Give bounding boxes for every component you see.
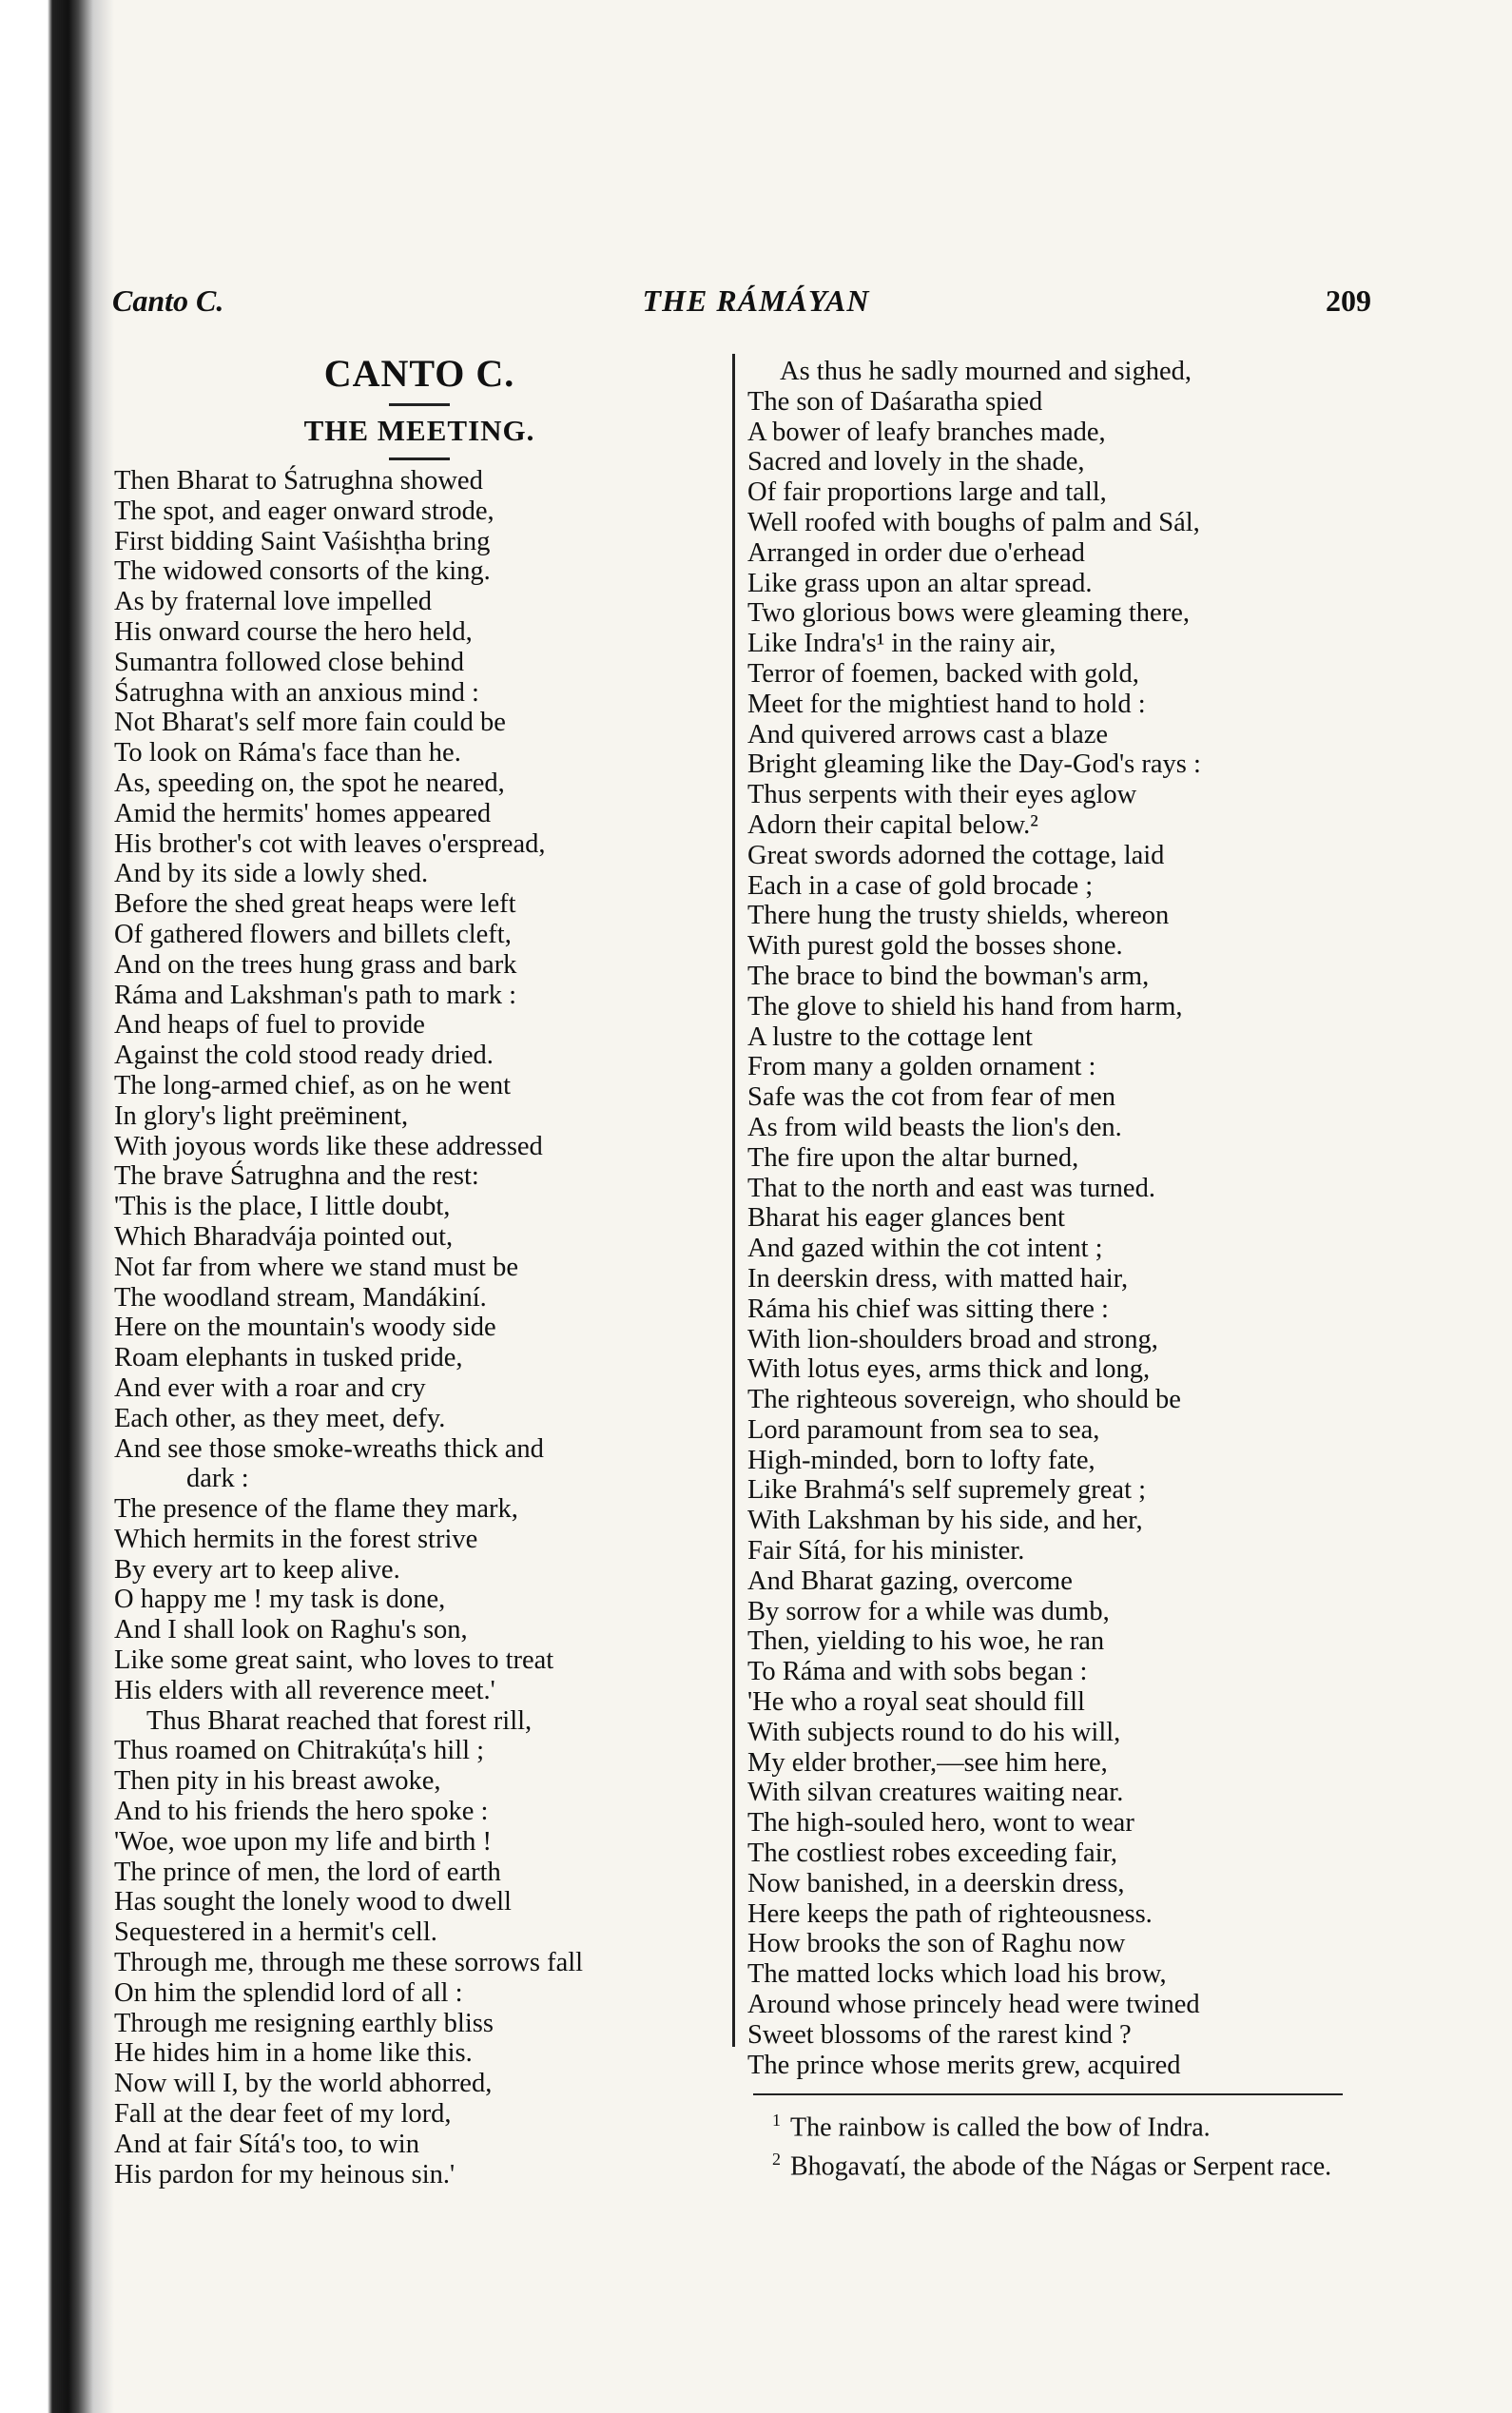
verse-line: As, speeding on, the spot he neared, xyxy=(114,768,505,798)
verse-line: To look on Ráma's face than he. xyxy=(114,738,461,769)
verse-line: 'He who a royal seat should fill xyxy=(747,1687,1085,1718)
verse-line: Bharat his eager glances bent xyxy=(747,1203,1065,1234)
verse-line: Well roofed with boughs of palm and Sál, xyxy=(747,507,1200,537)
verse-line: Like Brahmá's self supremely great ; xyxy=(747,1475,1147,1506)
verse-line: And to his friends the hero spoke : xyxy=(114,1797,489,1827)
verse-line: Sacred and lovely in the shade, xyxy=(747,447,1085,477)
verse-line: With purest gold the bosses shone. xyxy=(747,931,1123,962)
verse-line: With Lakshman by his side, and her, xyxy=(747,1506,1143,1536)
verse-line: His elders with all reverence meet.' xyxy=(114,1675,495,1705)
verse-line: The glove to shield his hand from harm, xyxy=(747,991,1183,1022)
verse-line: Ráma his chief was sitting there : xyxy=(747,1294,1109,1324)
verse-line: In glory's light preëminent, xyxy=(114,1100,409,1131)
verse-line: Lord paramount from sea to sea, xyxy=(747,1414,1100,1445)
verse-line: And by its side a lowly shed. xyxy=(114,859,429,889)
verse-line: The woodland stream, Mandákiní. xyxy=(114,1282,487,1313)
verse-line: His onward course the hero held, xyxy=(114,616,473,647)
verse-line: Thus roamed on Chitrakúṭa's hill ; xyxy=(114,1736,485,1766)
footnote-divider xyxy=(753,2093,1343,2095)
verse-line: dark : xyxy=(186,1464,249,1494)
verse-line: How brooks the son of Raghu now xyxy=(747,1929,1126,1959)
verse-line: The brave Śatrughna and the rest: xyxy=(114,1161,479,1192)
right-verse-lines xyxy=(747,357,1366,2080)
verse-line: By sorrow for a while was dumb, xyxy=(747,1596,1110,1626)
column-divider xyxy=(732,354,735,2047)
verse-line: The matted locks which load his brow, xyxy=(747,1959,1167,1990)
verse-line: His pardon for my heinous sin.' xyxy=(114,2159,456,2189)
verse-line: With subjects round to do his will, xyxy=(747,1717,1121,1747)
left-verse-lines xyxy=(114,466,725,2189)
running-header-canto: Canto C. xyxy=(112,283,224,318)
verse-line: There hung the trusty shields, whereon xyxy=(747,901,1170,931)
verse-line: My elder brother,—see him here, xyxy=(747,1747,1108,1778)
verse-line: Has sought the lonely wood to dwell xyxy=(114,1887,512,1917)
verse-line: Safe was the cot from fear of men xyxy=(747,1082,1115,1113)
verse-line: Here on the mountain's woody side xyxy=(114,1313,496,1343)
verse-line: Like grass upon an altar spread. xyxy=(747,568,1093,598)
verse-line: And gazed within the cot intent ; xyxy=(747,1234,1103,1264)
verse-line: And I shall look on Raghu's son, xyxy=(114,1615,468,1645)
verse-line: The costliest robes exceeding fair, xyxy=(747,1839,1117,1869)
canto-title: CANTO C. xyxy=(323,352,515,395)
verse-line: Meet for the mightiest hand to hold : xyxy=(747,689,1146,719)
verse-line: Before the shed great heaps were left xyxy=(114,889,516,920)
verse-line: And ever with a roar and cry xyxy=(114,1372,426,1403)
verse-line: A lustre to the cottage lent xyxy=(747,1022,1033,1052)
footnote xyxy=(747,2144,1366,2182)
verse-line: And see those smoke-wreaths thick and xyxy=(114,1433,544,1464)
verse-line: Against the cold stood ready dried. xyxy=(114,1041,494,1071)
verse-line: As from wild beasts the lion's den. xyxy=(747,1112,1122,1142)
subtitle-divider xyxy=(389,457,450,460)
verse-line: And heaps of fuel to provide xyxy=(114,1010,425,1041)
verse-line: Each other, as they meet, defy. xyxy=(114,1403,446,1433)
verse-line: 'This is the place, I little doubt, xyxy=(114,1192,451,1222)
verse-line: Then, yielding to his woe, he ran xyxy=(747,1626,1105,1657)
verse-line: Thus Bharat reached that forest rill, xyxy=(146,1705,533,1736)
verse-line: The fire upon the altar burned, xyxy=(747,1142,1079,1173)
verse-line: Amid the hermits' homes appeared xyxy=(114,798,492,828)
verse-line: Roam elephants in tusked pride, xyxy=(114,1343,463,1373)
verse-line: And on the trees hung grass and bark xyxy=(114,949,517,980)
verse-line: Sequestered in a hermit's cell. xyxy=(114,1917,437,1948)
verse-line: The prince whose merits grew, acquired xyxy=(747,2050,1181,2080)
verse-line: And quivered arrows cast a blaze xyxy=(747,719,1109,749)
footnote xyxy=(747,2105,1366,2143)
verse-line: In deerskin dress, with matted hair, xyxy=(747,1263,1129,1294)
verse-line: 'Woe, woe upon my life and birth ! xyxy=(114,1826,492,1857)
verse-line: A bower of leafy branches made, xyxy=(747,417,1106,447)
verse-line: Of gathered flowers and billets cleft, xyxy=(114,919,512,949)
right-column xyxy=(747,357,1366,2182)
verse-line: Fall at the dear feet of my lord, xyxy=(114,2099,452,2130)
verse-line: Ráma and Lakshman's path to mark : xyxy=(114,980,517,1010)
verse-line: Like some great saint, who loves to treat xyxy=(114,1645,554,1676)
verse-line: Like Indra's¹ in the rainy air, xyxy=(747,629,1056,659)
verse-line: And at fair Sítá's too, to win xyxy=(114,2129,419,2159)
verse-line: And Bharat gazing, overcome xyxy=(747,1566,1073,1596)
verse-line: The spot, and eager onward strode, xyxy=(114,496,494,526)
verse-line: Arranged in order due o'erhead xyxy=(747,537,1085,568)
verse-line: Then pity in his breast awoke, xyxy=(114,1766,441,1797)
verse-line: That to the north and east was turned. xyxy=(747,1173,1155,1203)
verse-line: Two glorious bows were gleaming there, xyxy=(747,598,1190,629)
verse-line: Śatrughna with an anxious mind : xyxy=(114,677,479,708)
verse-line: Here keeps the path of righteousness. xyxy=(747,1898,1153,1929)
verse-line: Then Bharat to Śatrughna showed xyxy=(114,466,483,496)
running-header-title: THE RÁMÁYAN xyxy=(642,283,870,318)
verse-line: Thus serpents with their eyes aglow xyxy=(747,780,1137,810)
verse-line: His brother's cot with leaves o'erspread, xyxy=(114,828,546,859)
canto-subtitle: THE MEETING. xyxy=(303,414,535,447)
verse-line: Great swords adorned the cottage, laid xyxy=(747,840,1165,870)
verse-line: The brace to bind the bowman's arm, xyxy=(747,961,1150,991)
verse-line: Bright gleaming like the Day-God's rays : xyxy=(747,749,1201,780)
verse-line: With lion-shoulders broad and strong, xyxy=(747,1324,1158,1354)
footnote-mark: 2 xyxy=(772,2149,781,2169)
verse-line: First bidding Saint Vaśishṭha bring xyxy=(114,526,491,556)
verse-line: The high-souled hero, wont to wear xyxy=(747,1808,1134,1839)
footnote-text: The rainbow is called the bow of Indra. xyxy=(790,2112,1211,2143)
verse-line: Each in a case of gold brocade ; xyxy=(747,870,1094,901)
verse-line: To Ráma and with sobs began : xyxy=(747,1657,1088,1687)
verse-line: As by fraternal love impelled xyxy=(114,587,432,617)
footnote-text: Bhogavatí, the abode of the Nágas or Serpent race. xyxy=(790,2151,1332,2182)
verse-line: From many a golden ornament : xyxy=(747,1052,1096,1082)
verse-line: Which hermits in the forest strive xyxy=(114,1524,478,1554)
footnote-mark: 1 xyxy=(772,2111,781,2131)
verse-line: The presence of the flame they mark, xyxy=(114,1494,518,1525)
verse-line: Through me, through me these sorrows fall xyxy=(114,1948,584,1978)
footnotes xyxy=(747,2105,1366,2182)
verse-line: The widowed consorts of the king. xyxy=(114,556,491,587)
left-column xyxy=(114,352,725,2189)
verse-line: The son of Daśaratha spied xyxy=(747,386,1043,417)
verse-line: The long-armed chief, as on he went xyxy=(114,1070,512,1100)
verse-line: The prince of men, the lord of earth xyxy=(114,1857,501,1887)
verse-line: Fair Sítá, for his minister. xyxy=(747,1536,1025,1567)
verse-line: With silvan creatures waiting near. xyxy=(747,1778,1124,1808)
verse-line: Around whose princely head were twined xyxy=(747,1990,1200,2020)
verse-line: High-minded, born to lofty fate, xyxy=(747,1445,1095,1475)
verse-line: Of fair proportions large and tall, xyxy=(747,477,1107,508)
verse-line: O happy me ! my task is done, xyxy=(114,1585,446,1615)
verse-line: Terror of foemen, backed with gold, xyxy=(747,658,1139,689)
verse-line: Sweet blossoms of the rarest kind ? xyxy=(747,2019,1132,2050)
title-divider xyxy=(389,403,450,406)
verse-line: By every art to keep alive. xyxy=(114,1554,400,1585)
page-number: 209 xyxy=(1326,283,1371,318)
verse-line: The righteous sovereign, who should be xyxy=(747,1385,1181,1415)
verse-line: Not Bharat's self more fain could be xyxy=(114,708,506,738)
verse-line: He hides him in a home like this. xyxy=(114,2038,473,2069)
verse-line: As thus he sadly mourned and sighed, xyxy=(780,357,1192,386)
verse-line: Now banished, in a deerskin dress, xyxy=(747,1868,1125,1898)
verse-line: With lotus eyes, arms thick and long, xyxy=(747,1354,1151,1385)
verse-line: Through me resigning earthly bliss xyxy=(114,2008,494,2038)
verse-line: Sumantra followed close behind xyxy=(114,647,465,677)
verse-line: Now will I, by the world abhorred, xyxy=(114,2069,493,2099)
verse-line: With joyous words like these addressed xyxy=(114,1131,543,1161)
verse-line: Adorn their capital below.² xyxy=(747,809,1038,840)
verse-line: On him the splendid lord of all : xyxy=(114,1977,463,2008)
verse-line: Which Bharadvája pointed out, xyxy=(114,1221,454,1252)
verse-line: Not far from where we stand must be xyxy=(114,1252,518,1282)
